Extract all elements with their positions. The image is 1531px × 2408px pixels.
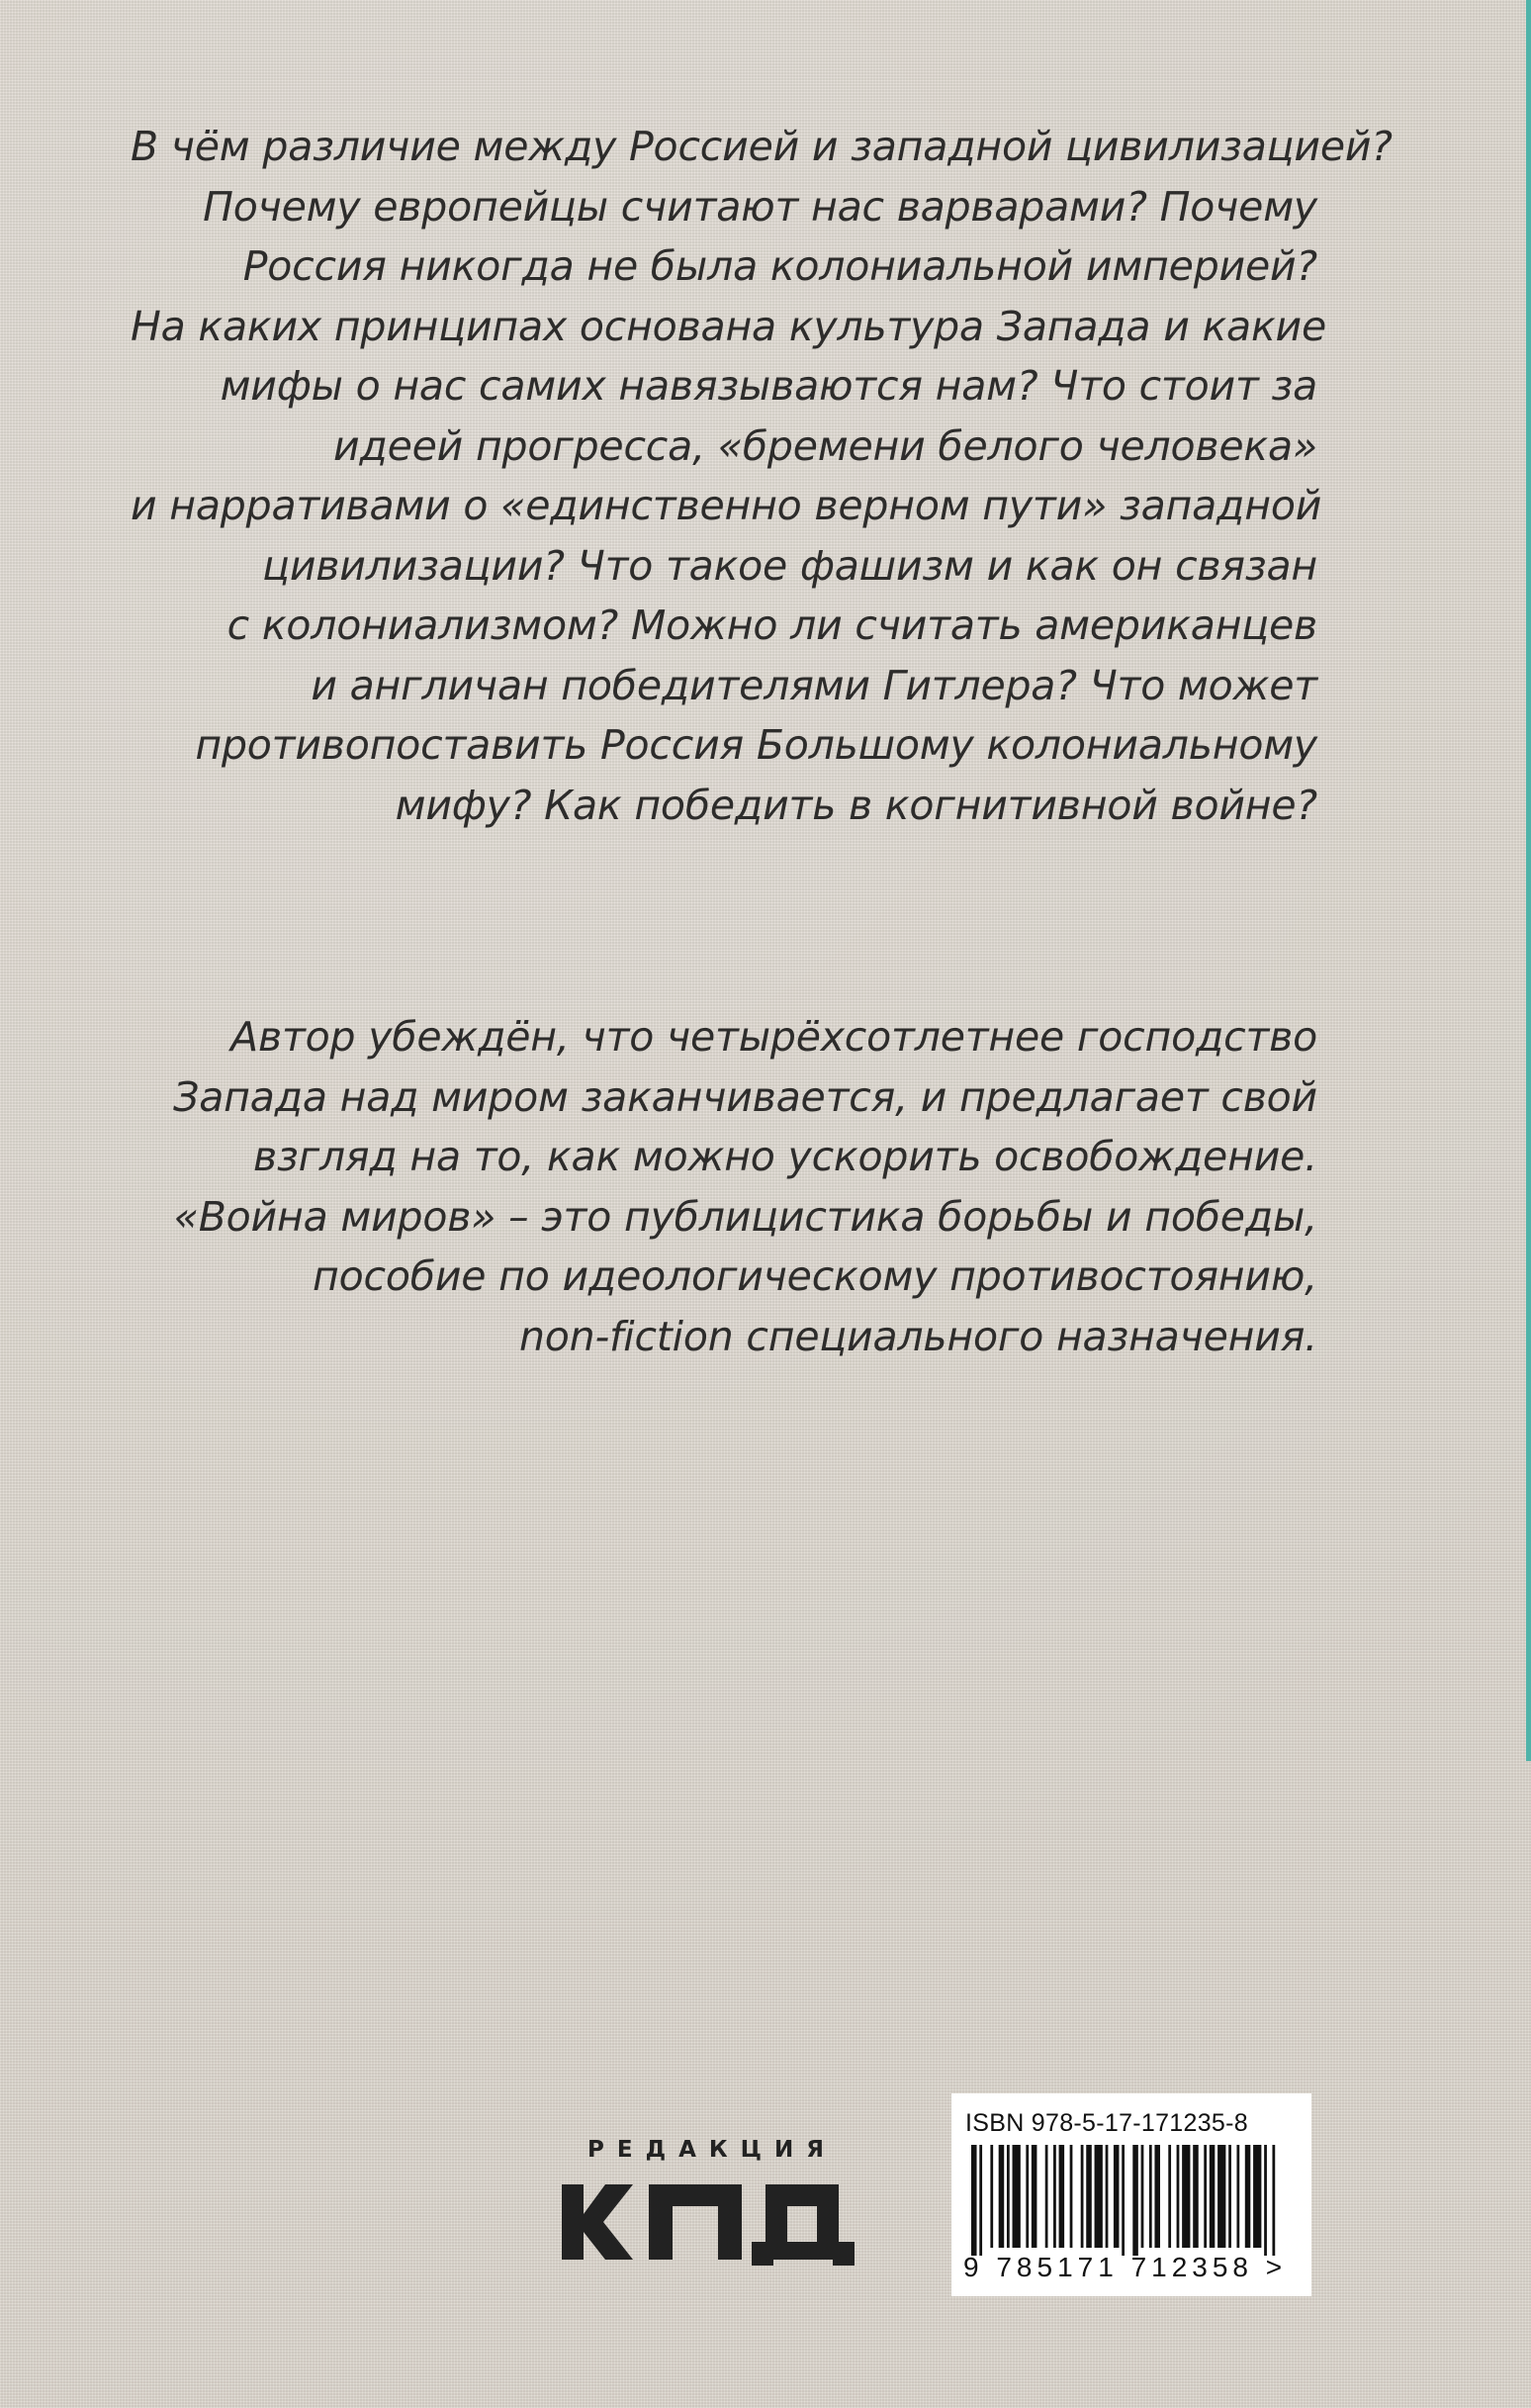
barcode-bar	[1122, 2145, 1125, 2256]
barcode-bar	[1059, 2145, 1065, 2248]
text-line: Россия никогда не была колониальной империей?	[242, 242, 1317, 290]
barcode-bar	[1245, 2145, 1251, 2248]
barcode-bar	[1253, 2145, 1261, 2248]
barcode-bar	[1204, 2145, 1207, 2248]
barcode-bar	[1026, 2145, 1029, 2248]
barcode-bar	[1095, 2145, 1103, 2248]
text-line: и нарративами о «единственно верном пути» западной	[131, 482, 1322, 529]
barcode-bar	[1132, 2145, 1138, 2256]
barcode-bar	[1053, 2145, 1056, 2248]
text-line: цивилизации? Что такое фашизм и как он связан	[262, 541, 1317, 590]
text-line: с колониализмом? Можно ли считать американцев	[226, 602, 1317, 649]
text-line: пособие по идеологическому противостоянию,	[313, 1252, 1317, 1300]
publisher-logo	[554, 2137, 870, 2275]
barcode-bar	[1217, 2145, 1225, 2248]
publisher-label: РЕДАКЦИЯ	[587, 2137, 837, 2163]
barcode-bar	[1106, 2145, 1109, 2248]
barcode-bar	[1210, 2145, 1216, 2248]
barcode-bar	[1013, 2145, 1021, 2248]
spine-edge-strip	[1526, 0, 1531, 1761]
text-line: мифы о нас самих навязываются нам? Что стоит за	[220, 362, 1317, 410]
text-line: взгляд на то, как можно ускорить освобождение.	[253, 1133, 1317, 1180]
barcode-bar	[971, 2145, 977, 2256]
barcode-bar	[1264, 2145, 1267, 2256]
text-line: «Война миров» – это публицистика борьбы и победы,	[173, 1192, 1317, 1241]
kpd-logo-mark	[554, 2178, 870, 2266]
text-line: Почему европейцы считают нас варварами? Почему	[203, 182, 1317, 231]
text-line: мифу? Как победить в когнитивной войне?	[395, 781, 1317, 829]
text-line: Автор убеждён, что четырёхсотлетнее господство	[230, 1013, 1317, 1061]
isbn-barcode-panel	[951, 2093, 1311, 2296]
barcode-bar	[1228, 2145, 1231, 2248]
barcode-bar	[1114, 2145, 1120, 2248]
barcode-bar	[1236, 2145, 1239, 2248]
barcode-bar	[1182, 2145, 1190, 2248]
barcode-bar	[1193, 2145, 1199, 2248]
barcode-bar	[1272, 2145, 1275, 2256]
barcode-bar	[979, 2145, 982, 2256]
isbn-label: ISBN 978-5-17-171235-8	[965, 2109, 1248, 2137]
barcode-bar	[1081, 2145, 1084, 2248]
barcode-digits: 9 785171 712358 >	[963, 2252, 1288, 2282]
barcode-bar	[990, 2145, 993, 2248]
barcode-bar	[999, 2145, 1005, 2248]
text-line: Запада над миром заканчивается, и предлагает свой	[173, 1072, 1317, 1121]
barcode-bar	[1045, 2145, 1048, 2248]
barcode-bar	[1149, 2145, 1152, 2248]
text-line: На каких принципах основана культура Запада и какие	[131, 302, 1326, 350]
text-line: В чём различие между Россией и западной цивилизацией?	[131, 123, 1393, 170]
barcode-bar	[1154, 2145, 1160, 2248]
text-line: и англичан победителями Гитлера? Что может	[311, 661, 1317, 709]
barcode-bar	[1168, 2145, 1171, 2248]
barcode-bar	[1141, 2145, 1144, 2248]
questions-paragraph	[131, 117, 1393, 835]
barcode-bar	[1070, 2145, 1073, 2248]
about-paragraph	[131, 1007, 1317, 1366]
text-line: non-fiction специального назначения.	[518, 1312, 1317, 1360]
barcode-bar	[1177, 2145, 1180, 2248]
text-line: противопоставить Россия Большому колониальному	[195, 721, 1317, 769]
text-line: идеей прогресса, «бремени белого человека»	[333, 421, 1317, 470]
barcode-image	[971, 2145, 1278, 2256]
barcode-bar	[1032, 2145, 1037, 2248]
barcode-bar	[1007, 2145, 1010, 2248]
barcode-bar	[1086, 2145, 1092, 2248]
